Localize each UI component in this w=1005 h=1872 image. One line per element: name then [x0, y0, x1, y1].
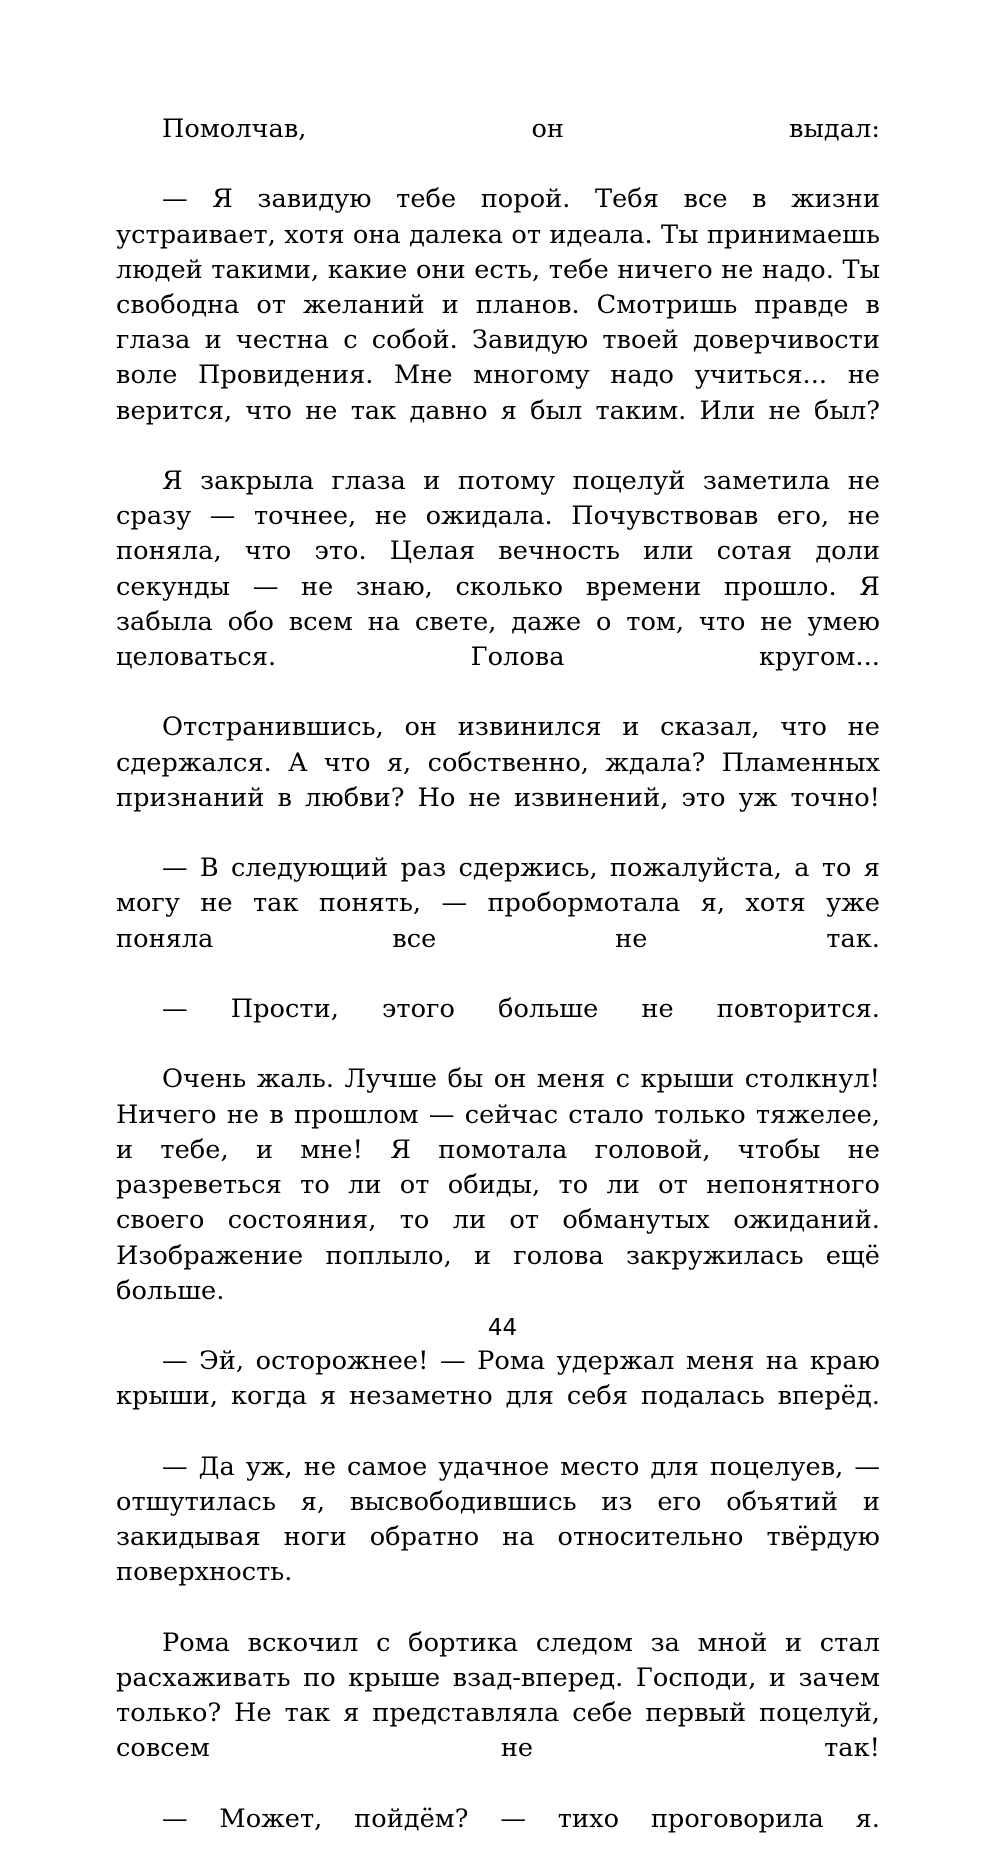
page-text-body: [116, 112, 880, 1872]
page-number: 44: [487, 1315, 518, 1341]
paragraph: — Может, пойдём? — тихо проговорила я.: [162, 1803, 880, 1834]
paragraph: Я закрыла глаза и потому поцелуй заметила не сразу — точнее, не ожидала. Почувствовав его, не поняла, что это. Целая вечность или сотая доли секунды — не знаю, сколько времени прошло. Я забыла обо всем на свете, даже о том, что не умею целоваться. Голова кругом...: [116, 466, 880, 673]
paragraph: — В следующий раз сдержись, пожалуйста, а то я могу не так понять, — пробормотала я, хотя уже поняла все не так.: [116, 853, 880, 954]
paragraph: Рома вскочил с бортика следом за мной и стал расхаживать по крыше взад-вперед. Господи, и зачем только? Не так я представляла себе первый поцелуй, совсем не так!: [116, 1627, 880, 1764]
paragraph: — Да уж, не самое удачное место для поцелуев, — отшутилась я, высвободившись из его объятий и закидывая ноги обратно на относительно твёрдую поверхность.: [116, 1451, 880, 1588]
paragraph: Помолчав, он выдал:: [162, 114, 880, 144]
paragraph: — Эй, осторожнее! — Рома удержал меня на краю крыши, когда я незаметно для себя подалась вперёд.: [116, 1346, 880, 1412]
paragraph: Отстранившись, он извинился и сказал, что не сдержался. А что я, собственно, ждала? Пламенных признаний в любви? Но не извинений, это уж точно!: [116, 712, 880, 813]
paragraph: — Прости, этого больше не повторится.: [162, 994, 880, 1025]
paragraph: — Я завидую тебе порой. Тебя все в жизни устраивает, хотя она далека от идеала. Ты принимаешь людей такими, какие они есть, тебе ничего не надо. Ты свободна от желаний и планов. Смотришь правде в глаза и честна с собой. Завидую твоей доверчивости воле Провидения. Мне многому надо учиться... не верится, что не так давно я был таким. Или не был?: [116, 184, 880, 426]
paragraph: Очень жаль. Лучше бы он меня с крыши столкнул! Ничего не в прошлом — сейчас стало только тяжелее, и тебе, и мне! Я помотала головой, чтобы не разреветься то ли от обиды, то ли от непонятного своего состояния, то ли от обманутых ожиданий. Изображение поплыло, и голова закружилась ещё больше.: [116, 1064, 880, 1306]
